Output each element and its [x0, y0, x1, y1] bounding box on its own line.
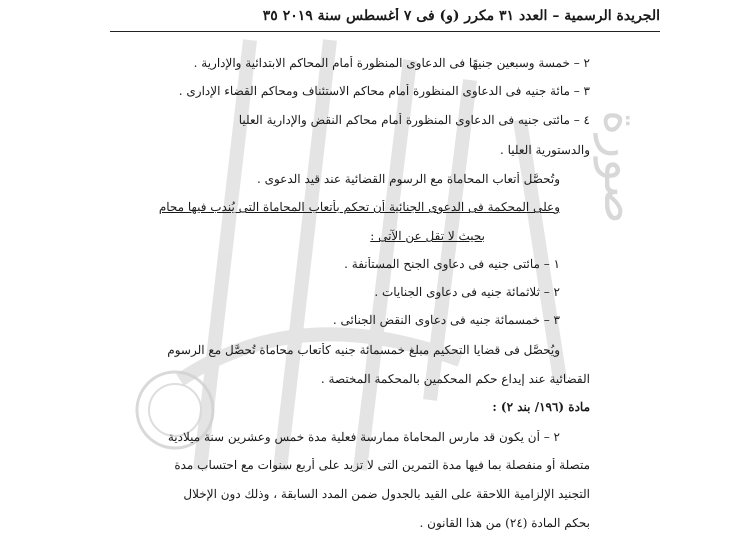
list-item: ٢ – ثلاثمائة جنيه فى دعاوى الجنايات .	[374, 285, 560, 299]
text-line: ٣ – مائة جنيه فى الدعاوى المنظورة أمام محاكم الاستئناف ومحاكم القضاء الإدارى .	[178, 84, 590, 98]
text-line: بحيث لا تقل عن الآتى :	[370, 229, 485, 243]
text-line: متصلة أو منفصلة بما فيها مدة التمرين التى لا تزيد على أربع سنوات مع احتساب مدة	[174, 458, 590, 472]
text-line: ٢ – خمسة وسبعين جنيهًا فى الدعاوى المنظورة أمام المحاكم الابتدائية والإدارية .	[193, 56, 590, 70]
text-line: وتُحصَّل أتعاب المحاماة مع الرسوم القضائية عند قيد الدعوى .	[256, 172, 560, 186]
text-line: القضائية عند إيداع حكم المحكمين بالمحكمة المختصة .	[320, 372, 590, 386]
list-item: ٣ – خمسمائة جنيه فى دعاوى النقض الجنائى .	[332, 313, 560, 327]
text-line: ٢ – أن يكون قد مارس المحاماة ممارسة فعلية مدة خمس وعشرين سنة ميلادية	[167, 430, 560, 444]
svg-text:صورة: صورة	[593, 110, 649, 224]
text-line: والدستورية العليا .	[500, 143, 590, 157]
list-item: ١ – مائتى جنيه فى دعاوى الجنح المستأنفة .	[344, 257, 560, 271]
text-line: وعلى المحكمة فى الدعوى الجنائية أن تحكم بأتعاب المحاماة التى يُندب فيها محامٍ	[158, 200, 560, 214]
header-divider	[110, 31, 660, 32]
text-line: بحكم المادة (٢٤) من هذا القانون .	[419, 516, 590, 530]
text-line: التجنيد الإلزامية اللاحقة على القيد بالجدول ضمن المدد السابقة ، وذلك دون الإخلال	[183, 487, 590, 501]
article-heading: مادة (١٩٦/ بند ٢) :	[492, 400, 590, 414]
page-header: الجريدة الرسمية – العدد ٣١ مكرر (و) فى ٧ أغسطس سنة ٢٠١٩ ٣٥	[262, 8, 660, 24]
text-line: ٤ – مائتى جنيه فى الدعاوى المنظورة أمام محاكم النقض والإدارية العليا	[238, 113, 590, 127]
text-line: ويُحصَّل فى قضايا التحكيم مبلغ خمسمائة جنيه كأتعاب محاماة تُحصَّل مع الرسوم	[167, 343, 560, 357]
